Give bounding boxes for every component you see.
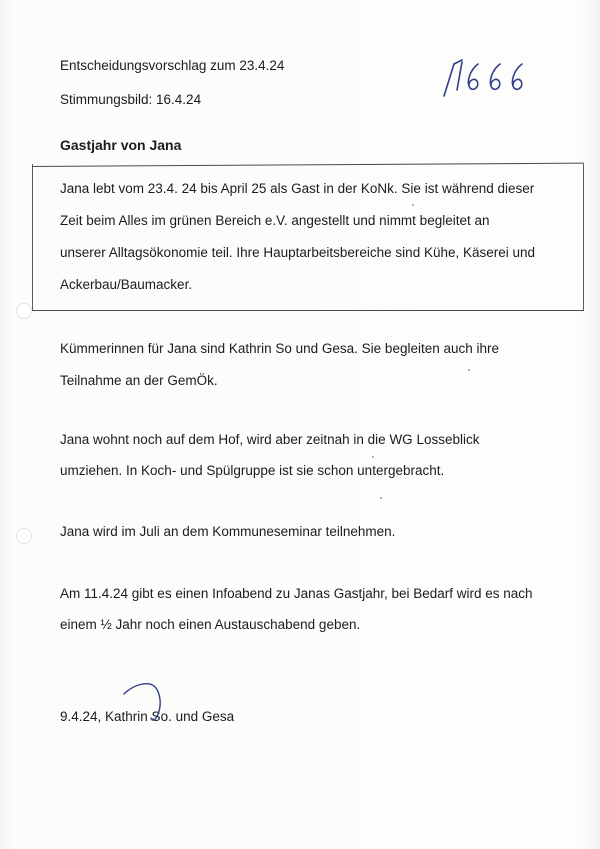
handwritten-number bbox=[440, 58, 530, 102]
handwritten-signature-mark bbox=[118, 680, 188, 730]
punch-hole bbox=[16, 303, 32, 319]
scan-speck bbox=[372, 456, 374, 458]
box-line: unserer Alltagsökonomie teil. Ihre Hauptarbeitsbereiche sind Kühe, Käserei und bbox=[60, 245, 536, 260]
box-line: Jana lebt vom 23.4. 24 bis April 25 als Gast in der KoNk. Sie ist während dieser bbox=[60, 181, 535, 196]
box-line: Ackerbau/Baumacker. bbox=[60, 277, 193, 292]
paragraph-line: Jana wird im Juli an dem Kommuneseminar teilnehmen. bbox=[60, 524, 396, 539]
paragraph-line: Kümmerinnen für Jana sind Kathrin So und Gesa. Sie begleiten auch ihre bbox=[60, 341, 500, 356]
paragraph-line: einem ½ Jahr noch einen Austauschabend geben. bbox=[60, 617, 361, 632]
box-line: Zeit beim Alles im grünen Bereich e.V. angestellt und nimmt begleitet an bbox=[60, 213, 490, 228]
signature-line: 9.4.24, Kathrin So. und Gesa bbox=[60, 709, 235, 724]
scan-speck bbox=[412, 204, 414, 206]
proposal-date: Entscheidungsvorschlag zum 23.4.24 bbox=[60, 58, 285, 73]
paragraph-line: umziehen. In Koch- und Spülgruppe ist sie schon untergebracht. bbox=[60, 463, 445, 478]
document-title: Gastjahr von Jana bbox=[60, 137, 182, 153]
scan-speck bbox=[380, 497, 382, 499]
scan-speck bbox=[468, 369, 470, 371]
punch-hole bbox=[16, 528, 32, 544]
paragraph-line: Jana wohnt noch auf dem Hof, wird aber zeitnah in die WG Losseblick bbox=[60, 432, 480, 447]
mood-date: Stimmungsbild: 16.4.24 bbox=[60, 92, 202, 107]
paragraph-line: Am 11.4.24 gibt es einen Infoabend zu Janas Gastjahr, bei Bedarf wird es nach bbox=[60, 586, 533, 601]
paragraph-line: Teilnahme an der GemÖk. bbox=[60, 373, 218, 388]
